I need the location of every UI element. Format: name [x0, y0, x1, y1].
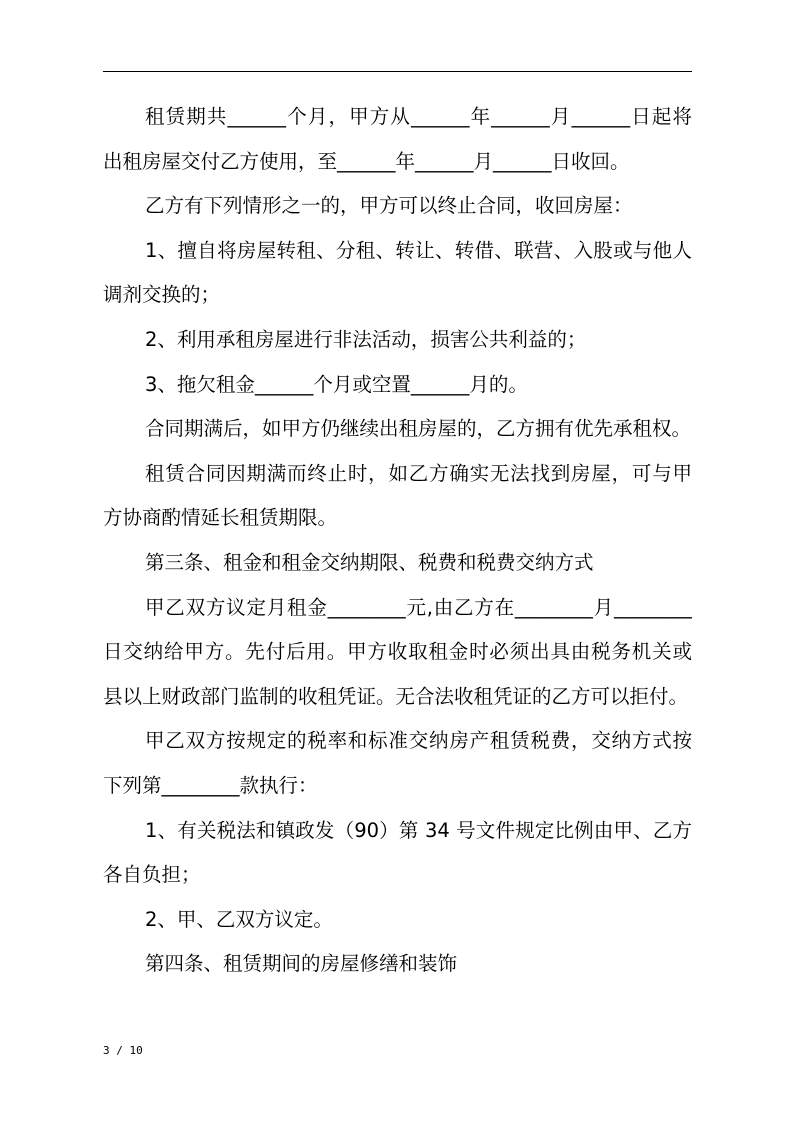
paragraph-line: 下列第________款执行： [103, 773, 318, 797]
paragraph-line: 甲乙双方按规定的税率和标准交纳房产租赁税费，交纳方式按 [145, 729, 692, 753]
paragraph-line: 1、擅自将房屋转租、分租、转让、转借、联营、入股或与他人 [145, 238, 692, 262]
paragraph-line: 租赁合同因期满而终止时，如乙方确实无法找到房屋，可与甲 [145, 461, 692, 485]
paragraph-line: 甲乙双方议定月租金________元,由乙方在________月________ [145, 595, 692, 619]
paragraph-line: 方协商酌情延长租赁期限。 [103, 506, 338, 530]
paragraph-line: 日交纳给甲方。先付后用。甲方收取租金时必须出具由税务机关或 [103, 640, 692, 664]
paragraph-line: 合同期满后，如甲方仍继续出租房屋的，乙方拥有优先承租权。 [145, 417, 692, 441]
paragraph-line: 出租房屋交付乙方使用，至______年______月______日收回。 [103, 149, 630, 173]
document-body [103, 102, 692, 994]
paragraph-line: 1、有关税法和镇政发（90）第 34 号文件规定比例由甲、乙方 [145, 818, 692, 842]
paragraph-line: 调剂交换的； [103, 283, 221, 307]
section-heading: 第四条、租赁期间的房屋修缮和装饰 [145, 952, 458, 976]
paragraph-line: 3、拖欠租金______个月或空置______月的。 [145, 372, 528, 396]
paragraph-line: 乙方有下列情形之一的，甲方可以终止合同，收回房屋： [145, 194, 633, 218]
paragraph-line: 县以上财政部门监制的收租凭证。无合法收租凭证的乙方可以拒付。 [103, 684, 689, 708]
section-heading: 第三条、租金和租金交纳期限、税费和税费交纳方式 [145, 550, 594, 574]
paragraph-line: 各自负担； [103, 863, 201, 887]
paragraph-line: 租赁期共______个月，甲方从______年______月______日起将 [145, 105, 692, 128]
page-number: 3 / 10 [103, 1044, 143, 1057]
paragraph-line: 2、利用承租房屋进行非法活动，损害公共利益的； [145, 327, 587, 351]
header-rule [103, 71, 692, 72]
paragraph-line: 2、甲、乙双方议定。 [145, 907, 333, 931]
